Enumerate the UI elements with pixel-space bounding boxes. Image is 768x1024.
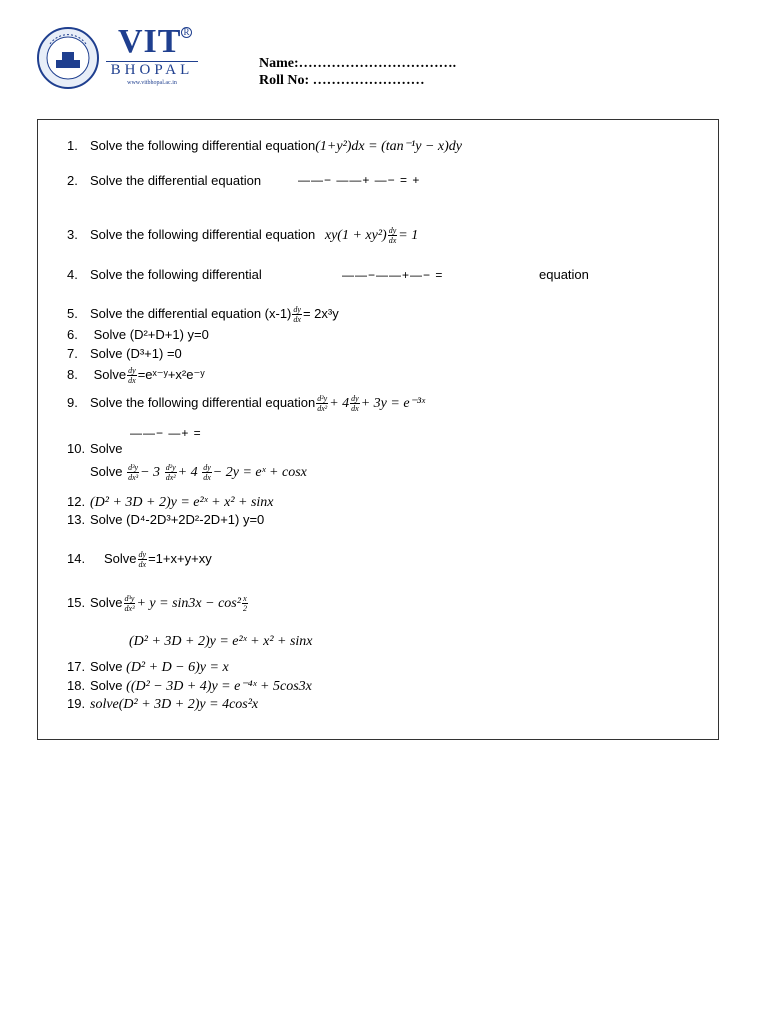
page-header (0, 0, 768, 110)
question-text: Solve the following differential equation (90, 394, 316, 410)
equation-term: + 4 (329, 395, 350, 411)
roll-number-field[interactable]: Roll No: …………………… (259, 73, 425, 88)
question-number: 14. (67, 550, 86, 566)
denominator: dx (293, 315, 301, 324)
fraction (124, 594, 136, 613)
fraction (202, 463, 212, 482)
denominator: dx² (165, 473, 176, 482)
question-9 (67, 394, 425, 413)
question-text: Solve the differential equation (x-1) (90, 305, 292, 321)
question-text: Solve (90, 659, 123, 674)
question-number: 15. (67, 594, 86, 610)
question-18 (67, 678, 312, 695)
denominator: dx (388, 236, 397, 245)
numerator: d³y (124, 594, 135, 603)
question-number: 8. (67, 366, 78, 382)
question-17 (67, 659, 229, 676)
numerator: dy (351, 394, 359, 403)
question-8 (67, 366, 205, 385)
question-number: 12. (67, 494, 86, 509)
fraction (350, 394, 360, 413)
numerator: d²y (317, 394, 328, 403)
equation-rhs: =1+x+y+xy (148, 550, 212, 566)
question-14 (67, 550, 212, 569)
equation: (1+y²)dx = (tan⁻¹y − x)dy (315, 139, 462, 154)
logo-text: VIT (118, 23, 182, 60)
numerator: dy (388, 226, 397, 235)
equation-rhs: =eˣ⁻ʸ+x²e⁻ʸ (137, 366, 205, 382)
denominator: dx (138, 560, 147, 569)
question-number: 1. (67, 138, 78, 153)
equation-fragments: ——− —+ = (130, 426, 202, 440)
question-number: 4. (67, 267, 78, 282)
equation-fragments: ——− ——+ —− = + (298, 173, 421, 187)
equation-term: + 4 (177, 464, 198, 480)
denominator: dx (128, 376, 136, 385)
numerator: dy (203, 463, 211, 472)
denominator: dx² (317, 404, 328, 413)
question-4-tail: equation (539, 267, 589, 282)
question-16 (129, 633, 313, 650)
numerator: d²y (165, 463, 176, 472)
numerator: dy (293, 305, 301, 314)
equation: solve(D² + 3D + 2)y = 4cos²x (90, 697, 259, 712)
fraction (242, 594, 248, 613)
question-4 (67, 267, 262, 283)
question-6 (67, 327, 209, 343)
question-3 (67, 226, 418, 245)
equation-rhs: = 2x³y (302, 305, 339, 321)
denominator: dx (203, 473, 211, 482)
logo-subtitle: BHOPAL (110, 62, 194, 78)
question-number: 5. (67, 305, 78, 321)
question-text: Solve (D⁴-2D³+2D²-2D+1) y=0 (90, 512, 265, 527)
question-number: 9. (67, 394, 78, 410)
question-15 (67, 594, 249, 613)
fraction (388, 226, 398, 245)
question-13 (67, 512, 264, 528)
fraction (127, 463, 139, 482)
numerator: d³y (128, 463, 139, 472)
equation: xy(1 + xy²) (324, 227, 387, 243)
question-number: 10. (67, 441, 86, 456)
question-text: Solve (104, 550, 137, 566)
question-text: Solve the following differential equation (90, 138, 316, 153)
equation-rhs: − 2y = eˣ + cosx (212, 464, 307, 480)
question-number: 17. (67, 659, 86, 674)
denominator: 2 (242, 604, 247, 613)
fraction (165, 463, 177, 482)
denominator: dx³ (124, 604, 135, 613)
logo-website: www.vitbhopal.ac.in (127, 80, 177, 86)
question-12 (67, 494, 274, 511)
denominator: dx³ (128, 473, 139, 482)
equation-rhs: = 1 (398, 227, 419, 243)
equation-term: + y = sin3x − cos² (136, 595, 241, 611)
question-text: Solve (D³+1) =0 (90, 346, 182, 361)
equation: (D² + 3D + 2)y = e²ˣ + x² + sinx (90, 495, 274, 510)
question-text: Solve (90, 441, 123, 456)
equation: ((D² − 3D + 4)y = e⁻⁴ˣ + 5cos3x (126, 679, 312, 694)
equation-rhs: + 3y = e⁻³ˣ (360, 395, 426, 411)
equation-fragments: ——−——+—− = (342, 268, 444, 282)
equation: (D² + D − 6)y = x (126, 660, 229, 675)
question-text: Solve (D²+D+1) y=0 (90, 327, 209, 342)
equation-term: − 3 (140, 464, 161, 480)
fraction (316, 394, 328, 413)
question-number: 19. (67, 696, 86, 711)
question-text: Solve (90, 463, 123, 479)
question-number: 2. (67, 173, 78, 188)
registered-mark: R (181, 27, 192, 38)
question-number: 13. (67, 512, 86, 527)
question-10 (67, 441, 123, 457)
fraction (138, 550, 148, 569)
question-7 (67, 346, 182, 362)
question-text: Solve the following differential equation (90, 226, 316, 242)
question-1 (67, 138, 462, 155)
fraction (292, 305, 302, 324)
name-field[interactable]: Name:……………………………. (259, 56, 457, 71)
question-number: 6. (67, 327, 78, 342)
question-text: Solve (90, 366, 127, 382)
question-text: Solve (90, 678, 123, 693)
question-text: Solve (90, 594, 123, 610)
question-19 (67, 696, 258, 713)
question-text: Solve the differential equation (90, 173, 262, 188)
university-seal-icon (36, 26, 100, 90)
numerator: dy (128, 366, 136, 375)
question-number: 7. (67, 346, 78, 361)
fraction (127, 366, 137, 385)
question-5 (67, 305, 339, 324)
numerator: x (243, 594, 247, 603)
question-11 (90, 463, 307, 482)
question-2 (67, 173, 261, 189)
equation: (D² + 3D + 2)y = e²ˣ + x² + sinx (129, 634, 313, 649)
question-text: Solve the following differential (90, 267, 262, 282)
question-number: 3. (67, 226, 78, 242)
numerator: dy (138, 550, 147, 559)
question-number: 18. (67, 678, 86, 693)
denominator: dx (351, 404, 359, 413)
